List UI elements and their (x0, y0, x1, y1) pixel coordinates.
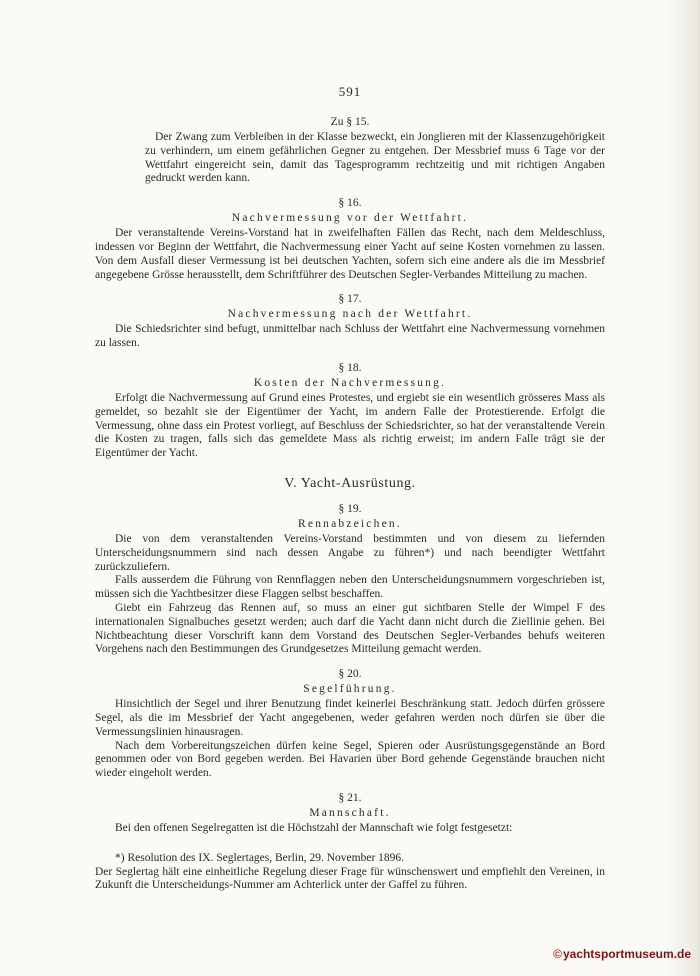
section-heading: § 18. (338, 361, 362, 374)
copyright-icon: © (553, 947, 562, 961)
chapter-heading: V. Yacht-Ausrüstung. (284, 475, 416, 491)
section-17 (95, 293, 605, 351)
section-heading: § 16. (338, 197, 362, 210)
section-heading: § 19. (338, 502, 362, 515)
paragraph: Der veranstaltende Vereins-Vorstand hat in zweifelhaften Fällen das Recht, nach dem Meldeschluss, indessen vor Beginn der Wettfahrt, die Nachvermessung einer Yacht auf seine Kosten vornehmen zu lassen. Von dem Ausfall dieser Vermessung ist bei deutschen Yachten, sofern sich eine andere als die im Messbrief angegebene Grösse herausstellt, dem Schriftführer des Deutschen Segler-Verbandes Mitteilung zu machen. (95, 227, 605, 281)
section-subtitle: Mannschaft. (309, 806, 391, 819)
paragraph: Bei den offenen Segelregatten ist die Höchstzahl der Mannschaft wie folgt festgesetzt: (115, 821, 513, 834)
paragraph: Giebt ein Fahrzeug das Rennen auf, so muss an einer gut sichtbaren Stelle der Wimpel F des internationalen Signalbuches gesetzt werden; auch darf die Yacht dann nicht durch die Ziellinie gehen. Bei Nichtbeachtung dieser Vorschrift kann dem Vorstand des Deutschen Segler-Verbandes behufs weiteren Vorgehens nach den Bestimmungen des Grundgesetzes Mitteilung gemacht werden. (95, 601, 605, 656)
section-19 (95, 503, 605, 657)
paragraph: Der Zwang zum Verbleiben in der Klasse bezweckt, ein Jonglieren mit der Klassenzugehörigkeit zu verhindern, um einem gefährlichen Gegner zu entgehen. Der Messbrief muss 6 Tage vor der Wettfahrt eingereicht sein, damit das Tagesprogramm rechtzeitig und mit richtigen Angaben gedruckt werden kann. (145, 131, 605, 185)
footnote-text: Der Seglertag hält eine einheitliche Regelung dieser Frage für wünschenswert und empfiehlt den Vereinen, in Zukunft die Unterscheidungs-Nummer am Achterlick unter der Gaffel zu führen. (95, 865, 605, 892)
paragraph: Erfolgt die Nachvermessung auf Grund eines Protestes, und ergiebt sie ein wesentlich grösseres Mass als gemeldet, so bezahlt sie der Eigentümer der Yacht, im andern Falle der Protestierende. Erfolgt die Vermessung, ohne dass ein Protest vorliegt, auf Beschluss der Schiedsrichter, so hat der veranstaltende Verein die Kosten zu tragen, falls sich das gemeldete Mass als richtig erweist; im andern Falle trägt sie der Eigentümer der Yacht. (95, 391, 605, 460)
section-subtitle: Rennabzeichen. (298, 517, 402, 530)
paragraph: Nach dem Vorbereitungszeichen dürfen keine Segel, Spieren oder Ausrüstungsgegenstände an Bord genommen oder von Bord gegeben werden. Bei Havarien über Bord gehende Gegenstände brauchen nicht wieder eingeholt werden. (95, 739, 605, 780)
paragraph: Falls ausserdem die Führung von Rennflaggen neben den Unterscheidungsnummern vorgeschrieben ist, müssen sich die Yachtbesitzer diese Flaggen selbst beschaffen. (95, 574, 605, 601)
section-zu-15 (95, 116, 605, 186)
section-18 (95, 362, 605, 461)
paragraph: Die von dem veranstaltenden Vereins-Vorstand bestimmten und von diesem zu liefernden Unterscheidungsnummern sind nach dessen Angabe zu führen*) und nach beendigter Wettfahrt zurückzuliefern. (95, 532, 605, 573)
section-heading: Zu § 15. (330, 116, 370, 128)
section-subtitle: Nachvermessung vor der Wettfahrt. (231, 212, 469, 225)
section-heading: § 21. (338, 791, 362, 804)
section-16 (95, 197, 605, 282)
watermark-text: yachtsportmuseum.de (562, 947, 691, 961)
page-number: 591 (338, 84, 362, 99)
section-subtitle: Kosten der Nachvermessung. (253, 376, 447, 389)
section-21 (95, 792, 605, 836)
footnote-reference: *) Resolution des IX. Seglertages, Berlin, 29. November 1896. (115, 851, 405, 864)
paragraph: Die Schiedsrichter sind befugt, unmittelbar nach Schluss der Wettfahrt eine Nachvermessung vornehmen zu lassen. (95, 323, 605, 350)
section-subtitle: Segelführung. (303, 683, 397, 696)
footnote (95, 852, 605, 893)
section-heading: § 17. (338, 293, 362, 306)
section-subtitle: Nachvermessung nach der Wettfahrt. (227, 308, 473, 321)
paragraph: Hinsichtlich der Segel und ihrer Benutzung findet keinerlei Beschränkung statt. Jedoch dürfen grössere Segel, als die im Messbrief der Yacht angegebenen, weder gefahren werden noch dürfen sie über die Vermessungslinien hinausragen. (95, 698, 605, 738)
section-20 (95, 668, 605, 781)
section-heading: § 20. (338, 668, 362, 681)
watermark (553, 947, 691, 961)
